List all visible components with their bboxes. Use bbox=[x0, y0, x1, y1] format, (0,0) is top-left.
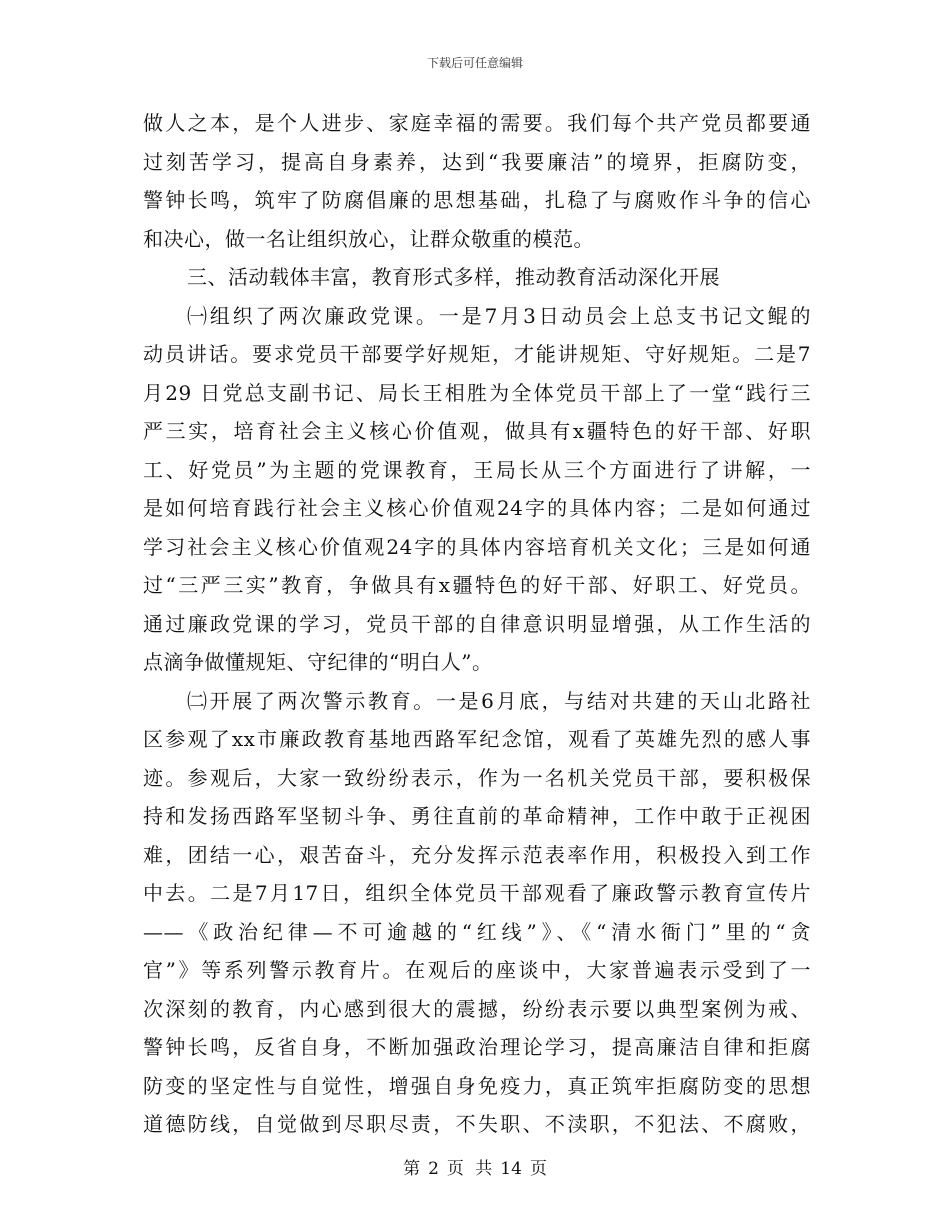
page-label-mid: 页 共 bbox=[446, 1159, 493, 1179]
text-line: 和决心，做一名让组织放心，让群众敬重的模范。 bbox=[143, 226, 594, 251]
text-line: 月29 日党总支副书记、局长王相胜为全体党员干部上了一堂“践行三 bbox=[143, 380, 811, 405]
text-line: 过“三严三实”教育，争做具有x疆特色的好干部、好职工、好党员。 bbox=[143, 573, 811, 597]
text-line: 难，团结一心，艰苦奋斗，充分发挥示范表率作用，积极投入到工作 bbox=[143, 842, 811, 867]
header-note: 下载后可任意编辑 bbox=[426, 56, 523, 70]
text-line: 过刻苦学习，提高自身素养，达到“我要廉洁”的境界，拒腐防变， bbox=[143, 149, 811, 174]
page-label-prefix: 第 bbox=[403, 1159, 421, 1179]
text-line: 通过廉政党课的学习，党员干部的自律意识明显增强，从工作生活的 bbox=[143, 611, 811, 636]
text-line: 道德防线，自觉做到尽职尽责，不失职、不渎职，不犯法、不腐败， bbox=[143, 1112, 811, 1136]
text-line: 区参观了xx市廉政教育基地西路军纪念馆，观看了英雄先烈的感人事 bbox=[143, 727, 811, 751]
text-line: 警钟长鸣，筑牢了防腐倡廉的思想基础，扎稳了与腐败作斗争的信心 bbox=[143, 188, 811, 212]
document-body bbox=[143, 104, 811, 1144]
text-line: 官”》等系列警示教育片。在观后的座谈中，大家普遍表示受到了一 bbox=[143, 958, 811, 982]
section-heading: 三、活动载体丰富，教育形式多样，推动教育活动深化开展 bbox=[187, 265, 720, 289]
text-line: 点滴争做懂规矩、守纪律的“明白人”。 bbox=[143, 650, 493, 674]
page-footer bbox=[0, 1154, 950, 1179]
text-line: 迹。参观后，大家一致纷纷表示，作为一名机关党员干部，要积极保 bbox=[143, 765, 811, 790]
text-line: 是如何培育践行社会主义核心价值观24字的具体内容；二是如何通过 bbox=[143, 496, 811, 520]
text-line: 学习社会主义核心价值观24字的具体内容培育机关文化；三是如何通 bbox=[143, 534, 811, 559]
text-line: 警钟长鸣，反省自身，不断加强政治理论学习，提高廉洁自律和拒腐 bbox=[143, 1035, 811, 1059]
text-line: 严三实，培育社会主义核心价值观，做具有x疆特色的好干部、好职 bbox=[143, 419, 811, 443]
current-page-number: 2 bbox=[428, 1159, 439, 1179]
text-line: 工、好党员”为主题的党课教育，王局长从三个方面进行了讲解，一 bbox=[143, 457, 811, 482]
total-pages-number: 14 bbox=[500, 1159, 522, 1179]
text-line: 持和发扬西路军坚韧斗争、勇往直前的革命精神，工作中敢于正视困 bbox=[143, 804, 811, 828]
text-line: 中去。二是7月17日，组织全体党员干部观看了廉政警示教育宣传片 bbox=[143, 881, 811, 905]
text-line: 做人之本，是个人进步、家庭幸福的需要。我们每个共产党员都要通 bbox=[143, 111, 811, 135]
text-line: ㈡开展了两次警示教育。一是6月底，与结对共建的天山北路社 bbox=[187, 688, 811, 713]
text-line: ㈠组织了两次廉政党课。一是7月3日动员会上总支书记文鲲的 bbox=[187, 303, 811, 328]
text-line: ——《政治纪律—不可逾越的“红线”》、《“清水衙门”里的“贪 bbox=[143, 919, 811, 944]
text-line: 防变的坚定性与自觉性，增强自身免疫力，真正筑牢拒腐防变的思想 bbox=[143, 1073, 811, 1098]
text-line: 次深刻的教育，内心感到很大的震撼，纷纷表示要以典型案例为戒、 bbox=[143, 996, 811, 1021]
page-label-suffix: 页 bbox=[529, 1159, 547, 1179]
text-line: 动员讲话。要求党员干部要学好规矩，才能讲规矩、守好规矩。二是7 bbox=[143, 342, 811, 366]
